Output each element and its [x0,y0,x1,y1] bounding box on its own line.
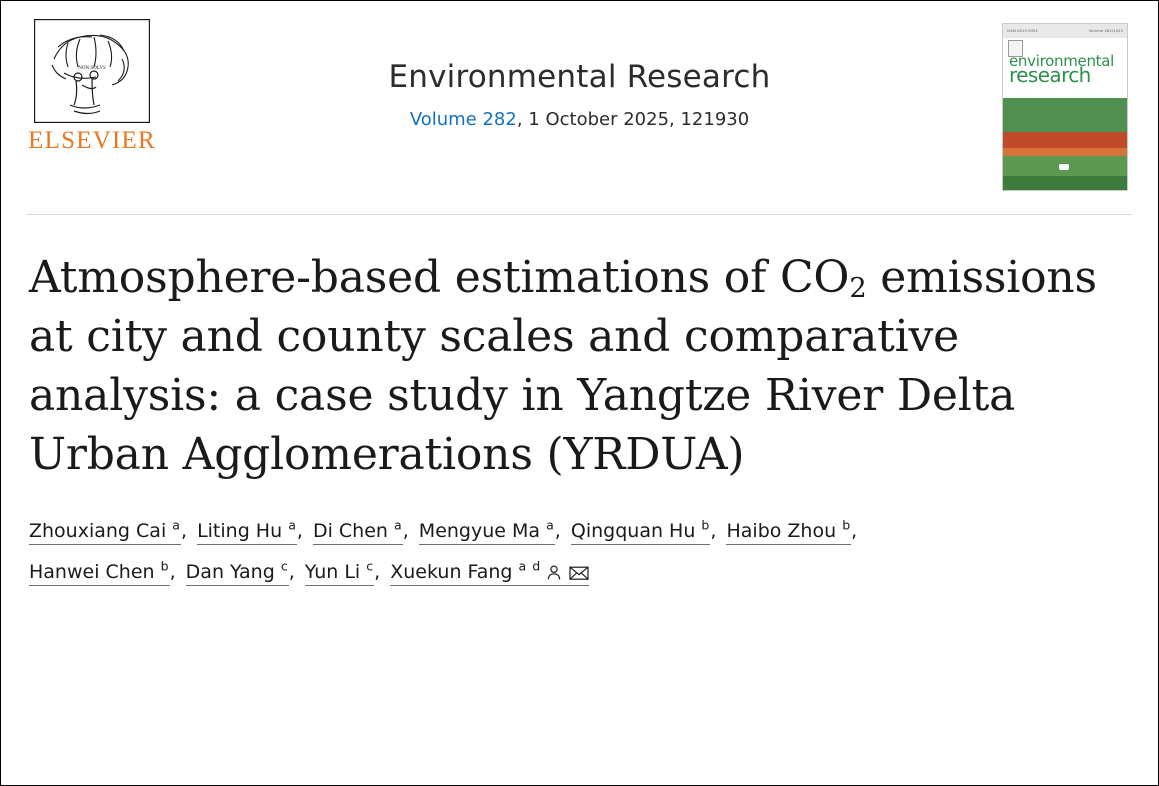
author-affiliation-marker: a [394,517,403,533]
author-affiliation-marker: b [842,517,852,533]
author-name: Yun Li [304,560,361,583]
author-affiliation-marker: b [701,517,711,533]
journal-info [157,15,1002,130]
author-name: Haibo Zhou [726,519,837,542]
cover-title [1009,52,1123,88]
author-separator: , [169,560,176,583]
journal-header [1,1,1158,206]
author-separator: , [554,519,561,542]
author-separator: , [374,560,381,583]
title-part-1: Atmosphere-based estimations of CO [29,252,850,303]
author-affiliation-marker: a d [518,558,542,574]
cover-band-orange [1003,148,1127,156]
journal-issue-meta [157,109,1002,130]
envelope-icon[interactable] [569,565,589,581]
author-affiliation-marker: c [366,558,375,574]
author-name: Hanwei Chen [29,560,155,583]
author-name: Qingquan Hu [570,519,696,542]
cover-band-dark [1003,176,1127,190]
author-name: Liting Hu [197,519,283,542]
author-link[interactable] [304,558,375,586]
journal-cover-thumbnail[interactable] [1002,23,1128,191]
publisher-logo[interactable] [27,19,157,155]
cover-band-red [1003,132,1127,148]
cover-detail-mark [1059,164,1069,170]
svg-text:NON SOLVS: NON SOLVS [78,66,106,71]
title-part-2: emissions at city and county scales and comparative analysis: a case study in Yangtze River Delta Urban Agglomerations (YRDUA) [29,252,1097,480]
author-link[interactable] [312,517,403,545]
cover-title-line1: environmental [1009,52,1114,70]
author-name: Mengyue Ma [418,519,541,542]
author-link[interactable] [185,558,289,586]
author-name: Zhouxiang Cai [29,519,167,542]
cover-volume: Volume 282/2025 [1089,29,1123,33]
title-subscript: 2 [849,272,867,304]
author-affiliation-marker: a [172,517,181,533]
elsevier-tree-logo-icon [34,19,150,123]
author-separator: , [288,560,295,583]
author-affiliation-marker: a [546,517,555,533]
person-icon[interactable] [545,564,563,582]
cover-artwork [1003,98,1127,190]
author-separator: , [402,519,409,542]
author-separator: , [851,519,858,542]
author-link[interactable] [418,517,555,545]
author-link[interactable] [29,558,170,586]
author-link[interactable] [29,517,181,545]
page-title [29,249,1130,485]
author-link-corresponding[interactable] [390,558,589,586]
cover-band-green [1003,98,1127,132]
journal-title[interactable]: Environmental Research [388,59,771,95]
cover-top-strip [1003,24,1127,38]
title-area [1,215,1158,485]
author-list [1,485,1158,594]
author-name: Di Chen [312,519,388,542]
volume-link[interactable]: Volume 282 [409,109,517,130]
author-affiliation-marker: c [280,558,289,574]
author-separator: , [180,519,188,542]
author-name: Dan Yang [185,560,275,583]
author-link[interactable] [197,517,297,545]
author-affiliation-marker: a [288,517,297,533]
author-separator: , [710,519,717,542]
author-name: Xuekun Fang [390,560,513,583]
corresponding-author-icons[interactable] [545,553,589,594]
author-link[interactable] [570,517,711,545]
author-link[interactable] [726,517,852,545]
author-separator: , [296,519,303,542]
cover-issn: ISSN 0013-9351 [1007,29,1039,33]
journal-issue-date: , 1 October 2025, 121930 [516,109,750,130]
publisher-name: ELSEVIER [28,127,156,154]
cover-title-line2: research [1009,63,1091,88]
author-affiliation-marker: b [160,558,170,574]
